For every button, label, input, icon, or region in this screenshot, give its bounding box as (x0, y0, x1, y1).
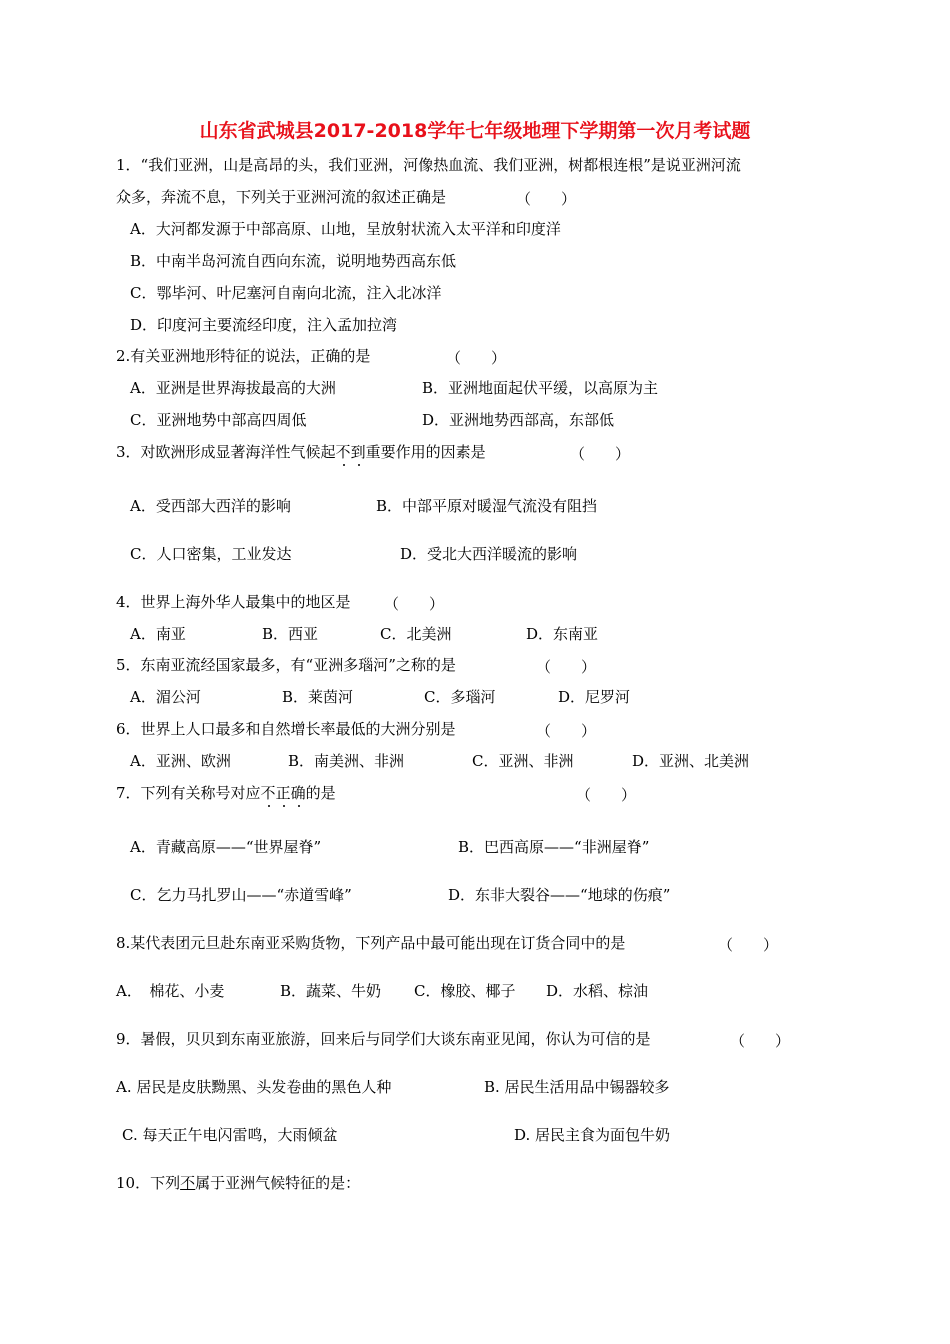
q1-answer-blank: （ ） (516, 190, 577, 208)
q9-option-b: B. 居民生活用品中锡器较多 (484, 1078, 670, 1096)
q10-stem-part1: 10．下列 (116, 1174, 181, 1192)
q9-option-a: A. 居民是皮肤黝黑、头发卷曲的黑色人种 (116, 1078, 392, 1096)
q7-stem-part1: 7．下列有关称号对应 (116, 784, 261, 802)
q3-emphasis-char-1: 不 (335, 443, 351, 461)
q2-option-a: A．亚洲是世界海拔最高的大洲 (130, 379, 336, 397)
q1-option-a: A．大河都发源于中部高原、山地，呈放射状流入太平洋和印度洋 (130, 220, 561, 238)
q3-stem-part2: 重要作用的因素是 (365, 443, 486, 461)
q2-answer-blank: （ ） (446, 349, 507, 367)
q5-option-a: A．湄公河 (130, 688, 201, 706)
q1-stem-line1: 1．“我们亚洲，山是高昂的头，我们亚洲，河像热血流、我们亚洲，树都根连根”是说亚洲河流 (116, 156, 741, 174)
q6-option-c: C．亚洲、非洲 (472, 752, 574, 770)
q7-stem (116, 784, 336, 802)
q8-option-a: A． 棉花、小麦 (116, 982, 225, 1000)
q2-option-c: C．亚洲地势中部高四周低 (130, 411, 307, 429)
q9-option-c: C. 每天正午电闪雷鸣，大雨倾盆 (122, 1126, 338, 1144)
q7-option-b: B．巴西高原——“非洲屋脊” (458, 838, 650, 856)
q8-option-d: D．水稻、棕油 (546, 982, 649, 1000)
q8-stem: 8.某代表团元旦赴东南亚采购货物，下列产品中最可能出现在订货合同中的是 (116, 934, 626, 952)
q6-option-b: B．南美洲、非洲 (288, 752, 405, 770)
q3-option-b: B．中部平原对暖湿气流没有阻挡 (376, 497, 598, 515)
q1-option-c: C．鄂毕河、叶尼塞河自南向北流，注入北冰洋 (130, 284, 442, 302)
q4-answer-blank: （ ） (384, 595, 445, 613)
q2-option-b: B．亚洲地面起伏平缓，以高原为主 (422, 379, 659, 397)
q3-option-d: D．受北大西洋暖流的影响 (400, 545, 578, 563)
q8-option-c: C．橡胶、椰子 (414, 982, 516, 1000)
q4-option-c: C．北美洲 (380, 625, 452, 643)
q9-stem: 9．暑假，贝贝到东南亚旅游，回来后与同学们大谈东南亚见闻，你认为可信的是 (116, 1030, 651, 1048)
q7-option-c: C．乞力马扎罗山——“赤道雪峰” (130, 886, 352, 904)
q5-answer-blank: （ ） (536, 658, 597, 676)
q7-emphasis-char-2: 正 (275, 784, 291, 802)
q4-stem: 4．世界上海外华人最集中的地区是 (116, 593, 351, 611)
q3-answer-blank: （ ） (570, 445, 631, 463)
q3-emphasis-char-2: 到 (350, 443, 366, 461)
q6-option-d: D．亚洲、北美洲 (632, 752, 750, 770)
q3-stem (116, 443, 486, 461)
q10-stem (116, 1174, 360, 1192)
q2-option-d: D．亚洲地势西部高，东部低 (422, 411, 615, 429)
q7-option-d: D．东非大裂谷——“地球的伤痕” (448, 886, 671, 904)
q8-option-b: B．蔬菜、牛奶 (280, 982, 382, 1000)
q5-stem: 5．东南亚流经国家最多，有“亚洲多瑙河”之称的是 (116, 656, 456, 674)
q5-option-c: C．多瑙河 (424, 688, 496, 706)
q10-underlined-word: 不 (180, 1174, 196, 1192)
q1-stem-line2: 众多，奔流不息，下列关于亚洲河流的叙述正确是 (116, 188, 447, 206)
q9-option-d: D. 居民主食为面包牛奶 (514, 1126, 671, 1144)
q4-option-d: D．东南亚 (526, 625, 599, 643)
q6-option-a: A．亚洲、欧洲 (130, 752, 231, 770)
q7-emphasis-char-3: 确 (290, 784, 306, 802)
q10-stem-part2: 属于亚洲气候特征的是： (195, 1174, 361, 1192)
q5-option-d: D．尼罗河 (558, 688, 631, 706)
q1-option-b: B．中南半岛河流自西向东流，说明地势西高东低 (130, 252, 457, 270)
q3-option-c: C．人口密集，工业发达 (130, 545, 292, 563)
q8-answer-blank: （ ） (718, 936, 779, 954)
q7-stem-part2: 的是 (305, 784, 336, 802)
q3-option-a: A．受西部大西洋的影响 (130, 497, 291, 515)
q7-emphasis-char-1: 不 (260, 784, 276, 802)
q4-option-b: B．西亚 (262, 625, 319, 643)
q1-option-d: D．印度河主要流经印度，注入孟加拉湾 (130, 316, 398, 334)
q6-answer-blank: （ ） (536, 722, 597, 740)
q6-stem: 6．世界上人口最多和自然增长率最低的大洲分别是 (116, 720, 456, 738)
q7-option-a: A．青藏高原——“世界屋脊” (130, 838, 322, 856)
q9-answer-blank: （ ） (730, 1032, 791, 1050)
q3-stem-part1: 3．对欧洲形成显著海洋性气候起 (116, 443, 336, 461)
page-title: 山东省武城县2017-2018学年七年级地理下学期第一次月考试题 (199, 120, 751, 142)
q5-option-b: B．莱茵河 (282, 688, 354, 706)
q7-answer-blank: （ ） (576, 786, 637, 804)
q4-option-a: A．南亚 (130, 625, 186, 643)
q2-stem: 2.有关亚洲地形特征的说法，正确的是 (116, 347, 371, 365)
